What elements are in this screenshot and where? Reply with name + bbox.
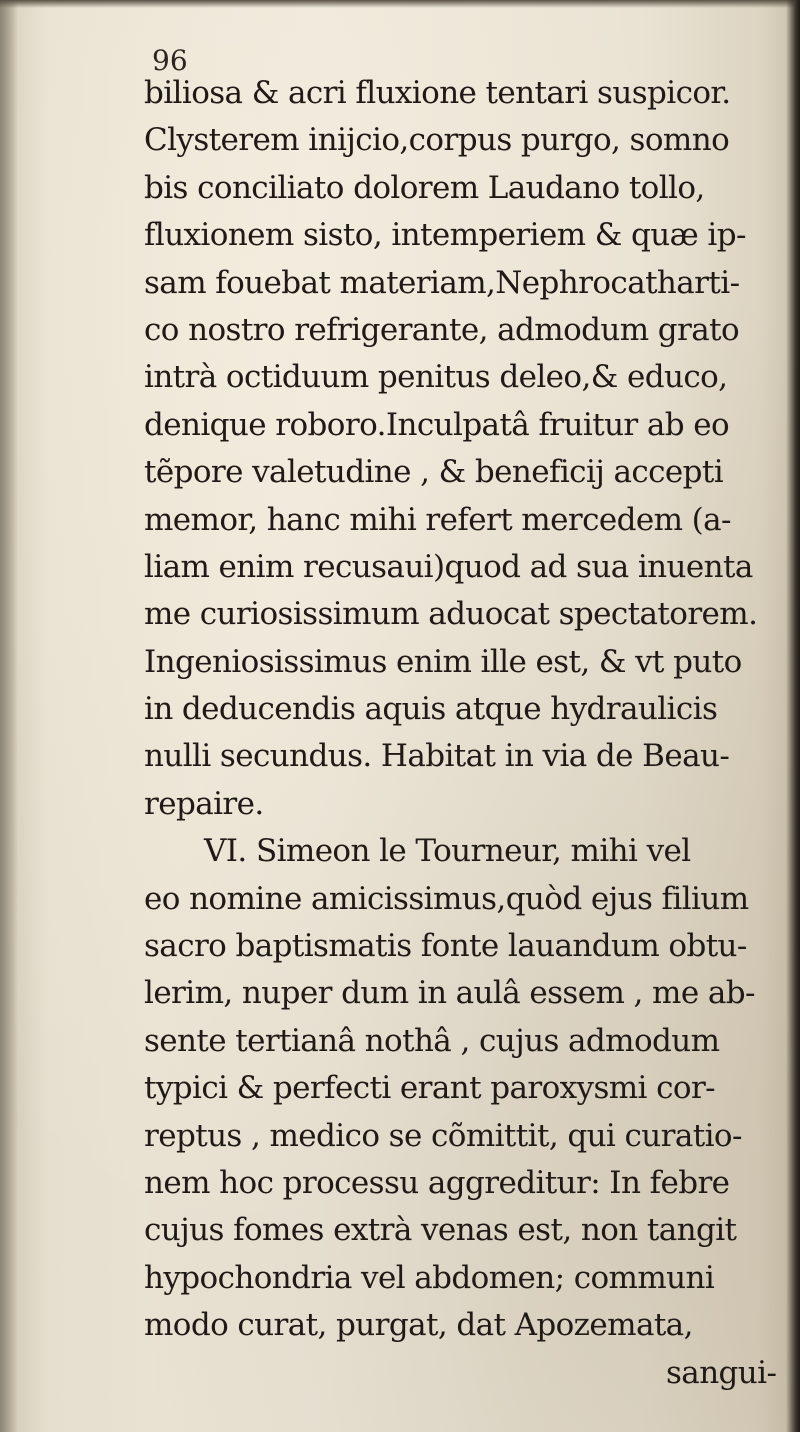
text-line: me curiosissimum aduocat spectatorem. <box>144 596 758 633</box>
text-line: reptus , medico se cõmittit, qui curatio- <box>144 1117 742 1154</box>
text-line: sente tertianâ nothâ , cujus admodum <box>144 1022 720 1059</box>
text-line: memor, hanc mihi refert mercedem (a- <box>144 501 731 538</box>
text-line: sacro baptismatis fonte lauandum obtu- <box>144 928 747 965</box>
text-line: hypochondria vel abdomen; communi <box>144 1259 715 1296</box>
text-line: repaire. <box>144 785 264 822</box>
text-line: typici & perfecti erant paroxysmi cor- <box>144 1070 716 1107</box>
text-line: nulli secundus. Habitat in via de Beau- <box>144 738 730 775</box>
text-line: intrà octiduum penitus deleo,& educo, <box>144 359 728 396</box>
text-line: bis conciliato dolorem Laudano tollo, <box>144 169 705 206</box>
text-line: modo curat, purgat, dat Apozemata, <box>144 1307 693 1344</box>
text-line: nem hoc processu aggreditur: In febre <box>144 1164 730 1201</box>
text-line: liam enim recusaui)quod ad sua inuenta <box>144 548 753 585</box>
page-right-edge <box>786 0 800 1432</box>
text-line: Ingeniosissimus enim ille est, & vt puto <box>144 643 742 680</box>
section-heading-line: VI. Simeon le Tourneur, mihi vel <box>204 833 691 870</box>
text-line: eo nomine amicissimus,quòd ejus filium <box>144 880 749 917</box>
text-line: denique roboro.Inculpatâ fruitur ab eo <box>144 406 730 443</box>
page-gutter <box>0 0 18 1432</box>
text-line: lerim, nuper dum in aulâ essem , me ab- <box>144 975 755 1012</box>
text-line: biliosa & acri fluxione tentari suspicor. <box>144 75 731 111</box>
text-line: sam fouebat materiam,Nephrocatharti- <box>144 264 740 301</box>
page-top-edge <box>0 0 800 8</box>
text-line: tẽpore valetudine , & beneficij accepti <box>144 454 724 491</box>
text-line: in deducendis aquis atque hydraulicis <box>144 691 718 728</box>
text-line: co nostro refrigerante, admodum grato <box>144 311 740 348</box>
text-line: fluxionem sisto, intemperiem & quæ ip- <box>144 217 746 254</box>
page-number: 96 <box>152 44 188 77</box>
catchword: sangui- <box>666 1354 777 1391</box>
text-line: cujus fomes extrà venas est, non tangit <box>144 1212 737 1249</box>
text-line: Clysterem inijcio,corpus purgo, somno <box>144 122 730 159</box>
text-block <box>144 70 784 1397</box>
